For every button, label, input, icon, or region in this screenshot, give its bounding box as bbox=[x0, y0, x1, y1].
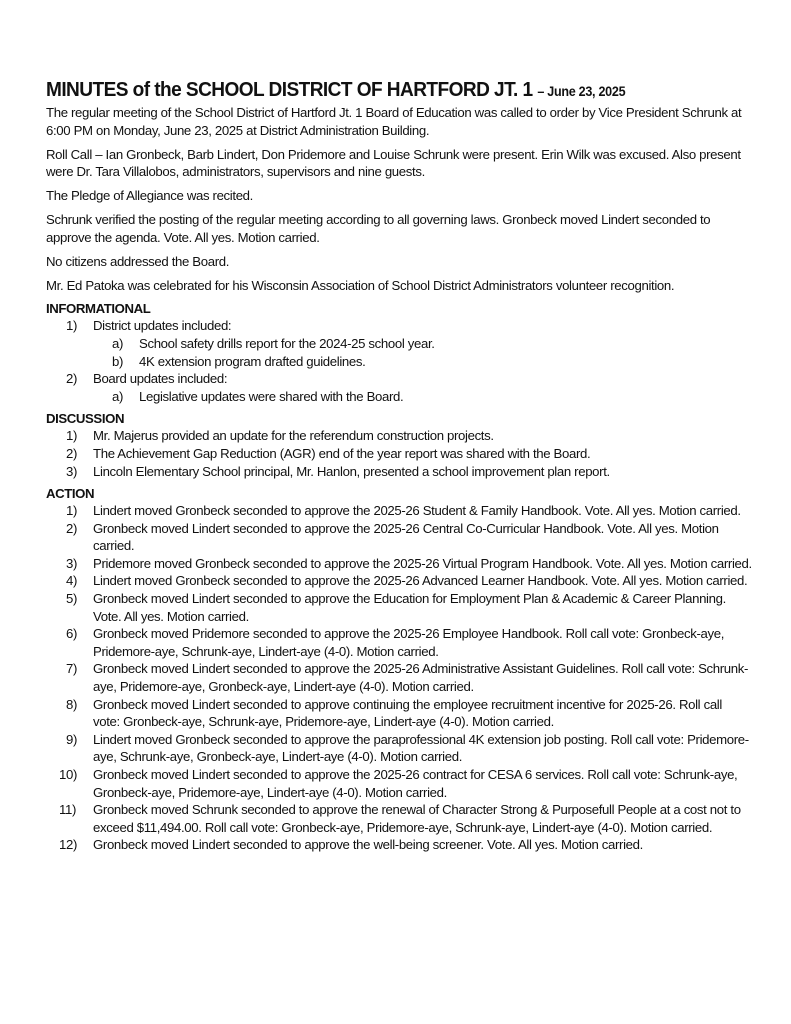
informational-list bbox=[46, 317, 752, 405]
call-to-order-paragraph: The regular meeting of the School District of Hartford Jt. 1 Board of Education was called to order by Vice President Schrunk at 6:00 PM on Monday, June 23, 2025 at District Administration Building. bbox=[46, 105, 742, 138]
agenda-paragraph: Schrunk verified the posting of the regular meeting according to all governing laws. Gronbeck moved Lindert seconded to approve the agenda. Vote. All yes. Motion carried. bbox=[46, 212, 711, 246]
list-item: 6) Gronbeck moved Pridemore seconded to approve the 2025-26 Employee Handbook. Roll call vote: Gronbeck-aye, Pridemore-aye, Schrunk-aye, Lindert-aye (4-0). Motion carried. bbox=[66, 626, 725, 659]
list-item: 2) The Achievement Gap Reduction (AGR) end of the year report was shared with the Board. bbox=[66, 445, 591, 461]
list-item: 2) Board updates included: bbox=[66, 371, 228, 387]
minutes-document bbox=[46, 78, 752, 860]
list-item: 2) Gronbeck moved Lindert seconded to approve the 2025-26 Central Co-Curricular Handbook. Vote. All yes. Motion carried. bbox=[66, 520, 719, 554]
informational-heading: INFORMATIONAL bbox=[46, 301, 151, 317]
action-heading: ACTION bbox=[46, 486, 95, 502]
sub-list-item: b) 4K extension program drafted guidelines. bbox=[112, 353, 366, 369]
sub-list-item: a) School safety drills report for the 2024-25 school year. bbox=[112, 335, 435, 351]
action-list bbox=[46, 502, 752, 854]
title-text: MINUTES of the SCHOOL DISTRICT OF HARTFORD JT. 1 bbox=[46, 78, 533, 101]
citizens-paragraph: No citizens addressed the Board. bbox=[46, 254, 230, 270]
list-item: 4) Lindert moved Gronbeck seconded to approve the 2025-26 Advanced Learner Handbook. Vote. All yes. Motion carried. bbox=[66, 573, 748, 589]
list-item: 3) Pridemore moved Gronbeck seconded to approve the 2025-26 Virtual Program Handbook. Vote. All yes. Motion carried. bbox=[66, 555, 752, 571]
list-item: 7) Gronbeck moved Lindert seconded to approve the 2025-26 Administrative Assistant Guidelines. Roll call vote: Schrunk-aye, Pridemore-aye, Gronbeck-aye, Lindert-aye (4-0). Motion carried. bbox=[66, 661, 749, 695]
list-item: 3) Lincoln Elementary School principal, Mr. Hanlon, presented a school improvement plan report. bbox=[66, 463, 610, 479]
list-item: 9) Lindert moved Gronbeck seconded to approve the paraprofessional 4K extension job posting. Roll call vote: Pridemore-aye, Schrunk-aye, Gronbeck-aye, Lindert-aye (4-0). Motion carried. bbox=[66, 731, 749, 765]
pledge-paragraph: The Pledge of Allegiance was recited. bbox=[46, 188, 253, 204]
list-item: 11) Gronbeck moved Schrunk seconded to approve the renewal of Character Strong & Purposefull People at a cost not to exceed $11,494.00. Roll call vote: Gronbeck-aye, Pridemore-aye, Schrunk-aye, Lindert-aye (4-0). Motion carried. bbox=[59, 802, 741, 835]
recognition-paragraph: Mr. Ed Patoka was celebrated for his Wisconsin Association of School District Administrators volunteer recognition. bbox=[46, 278, 675, 294]
list-item: 1) Mr. Majerus provided an update for the referendum construction projects. bbox=[66, 428, 494, 444]
discussion-heading: DISCUSSION bbox=[46, 411, 125, 427]
roll-call-paragraph: Roll Call – Ian Gronbeck, Barb Lindert, Don Pridemore and Louise Schrunk were present. Erin Wilk was excused. Also present were Dr. Tara Villalobos, administrators, supervisors and nine guests. bbox=[46, 146, 741, 180]
list-item: 8) Gronbeck moved Lindert seconded to approve continuing the employee recruitment incentive for 2025-26. Roll call vote: Gronbeck-aye, Schrunk-aye, Pridemore-aye, Lindert-aye (4-0). Motion carried. bbox=[66, 696, 722, 730]
sub-list-item: a) Legislative updates were shared with the Board. bbox=[112, 388, 404, 404]
list-item: 5) Gronbeck moved Lindert seconded to approve the Education for Employment Plan & Academic & Career Planning. Vote. All yes. Motion carried. bbox=[66, 591, 726, 624]
list-item: 12) Gronbeck moved Lindert seconded to approve the well-being screener. Vote. All yes. Motion carried. bbox=[59, 837, 643, 853]
list-item: 10) Gronbeck moved Lindert seconded to approve the 2025-26 contract for CESA 6 services. Roll call vote: Schrunk-aye, Gronbeck-aye, Pridemore-aye, Lindert-aye (4-0). Motion carried. bbox=[59, 767, 738, 800]
document-title bbox=[46, 78, 703, 104]
list-item: 1) District updates included: bbox=[66, 318, 232, 334]
title-date: – June 23, 2025 bbox=[537, 84, 626, 99]
list-item: 1) Lindert moved Gronbeck seconded to approve the 2025-26 Student & Family Handbook. Vote. All yes. Motion carried. bbox=[66, 503, 741, 519]
discussion-list bbox=[46, 427, 752, 480]
